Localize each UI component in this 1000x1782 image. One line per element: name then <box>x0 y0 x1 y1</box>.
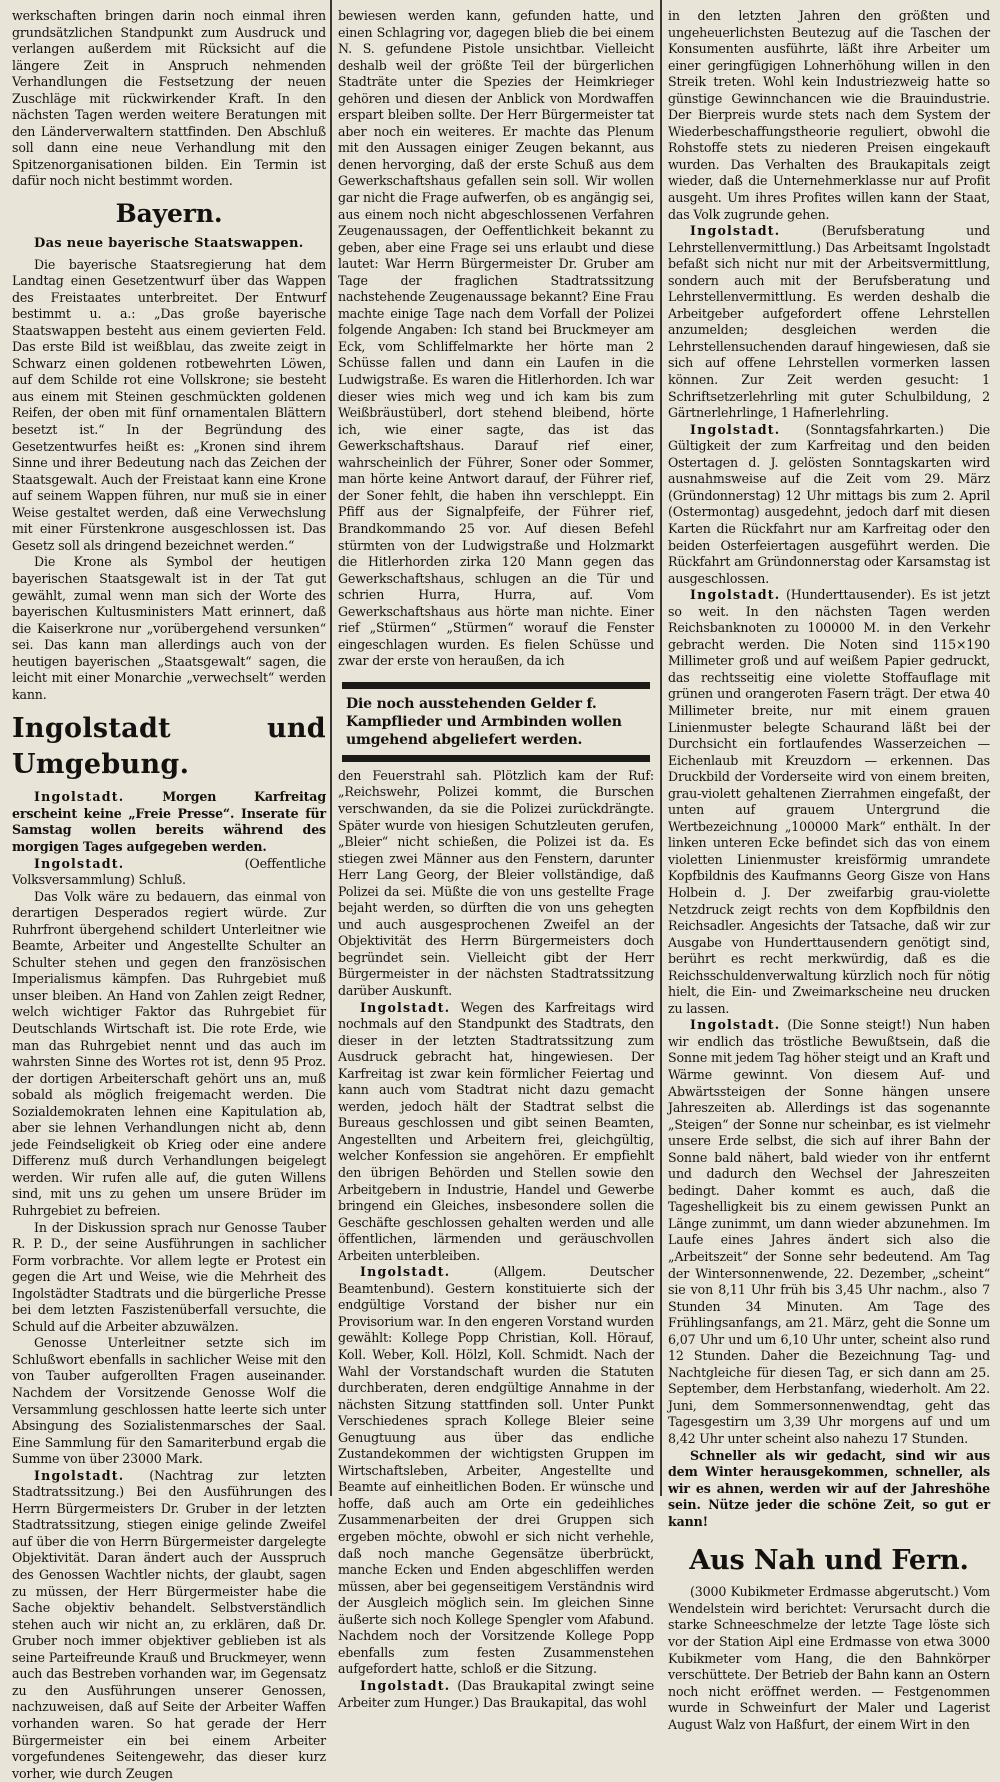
notice-top-bar <box>342 682 650 689</box>
brau-text: Das Braukapital, das wohl <box>482 1694 647 1710</box>
sonne-closing: Schneller als wir gedacht, sind wir aus dem Winter herausgekommen, schneller, als wir es ahnen, werden wir auf der Jahreshöhe sein. Nütze jeder die schöne Zeit, so gut er kann! <box>668 1447 990 1529</box>
karfreitag-notice <box>12 789 326 855</box>
hund-label: Ingolstadt. <box>690 587 781 603</box>
volksversammlung-heading <box>12 856 326 889</box>
beruf-title: (Berufsberatung und Lehrstellenvermittlung.) <box>668 223 990 255</box>
erdmasse-article <box>668 1584 990 1733</box>
sonne-article <box>668 1017 990 1447</box>
braukapital-article <box>338 1678 654 1711</box>
column-rule-left <box>330 0 332 1496</box>
beruf-label: Ingolstadt. <box>690 223 781 239</box>
hund-text: Es ist jetzt so weit. In den nächsten Tagen werden Reichsbanknoten zu 100000 M. in den Verkehr gebracht werden. Die Noten sind 115×190 Millimeter groß und auf weißem Papier gedruckt, das rechtsseitig eine violette Stoffauflage mit grünen und orangeroten Fasern trägt. Der etwa 40 Millimeter breite, nur mit einem grauen Linienmuster belegte Schaurand läßt bei der Durchsicht ein fortlaufendes Wasserzeichen — Eichenlaub mit Kreuzdorn — erkennen. Das Druckbild der Vorderseite wird von einem breiten, grau-violett gehaltenen Zierrahmen eingefaßt, der unten auf grauem Untergrund die Wertbezeichnung „100000 Mark“ enthält. In der linken unteren Ecke befindet sich das von einem violetten Linienmuster kreisförmig umrandete Kopfbildnis des Kaufmanns Georg Gisze von Hans Holbein d. J. Der zweifarbig grau-violette Netzdruck zeigt rechts von dem Kopfbildnis den Reichsadler. Angesichts der Tatsache, daß wir zur Ausgabe von Hunderttausendern genötigt sind, berührt es recht merkwürdig, daß es die Reichsschuldenverwaltung kürzlich noch für nötig hielt, die Ein- und Zweimarkscheine neu drucken zu lassen. <box>668 587 991 1016</box>
hund-title: (Hunderttausender). <box>786 587 916 603</box>
column-1 <box>12 8 327 1781</box>
karfreitag-label: Ingolstadt. <box>34 789 125 805</box>
karfreitag-text: Morgen Karfreitag erscheint keine „Freie Presse“. Inserate für Samstag wollen bereits während des morgigen Tages aufgegeben werden. <box>12 789 326 854</box>
nachtrag-text: Bei den Ausführungen des Herrn Bürgermeisters Dr. Gruber in der letzten Stadtratssitzung, stiegen einige gelinde Zweifel auf über die von Herrn Bürgermeister dargelegte Objektivität. Daran ändert auch der Ausspruch des Genossen Wachtler nichts, der glaubt, sagen zu müssen, der Herr Bürgermeister habe die Sache objektiv behandelt. Selbstverständlich stehen auch wir nicht an, zu erklären, daß Dr. Gruber noch immer objektiver geblieben ist als seine Parteifreunde Krauß und Bruckmeyer, wenn auch das Bestreben vorhanden war, im Gegensatz zu den Ausführungen unserer Genossen, nachzuweisen, daß auf Seite der Arbeiter Waffen vorhanden waren. So hat gerade der Herr Bürgermeister ein bei einem Arbeiter vorgefundenes Seitengewehr, das dieser kurz vorher, wie durch Zeugen <box>12 1484 327 1781</box>
sonn-title: (Sonntagsfahrkarten.) <box>805 421 944 437</box>
ingolstadt-section-heading: Ingolstadt und Umgebung. <box>12 713 326 781</box>
brau-label: Ingolstadt. <box>360 1677 451 1693</box>
erd-text: Vom Wendelstein wird berichtet: Verursacht durch die starke Schneeschmelze der letzte Tage löste sich vor der Station Aipl eine Erdmasse von etwa 3000 Kubikmeter vom Hang, die den Bahnkörper verschüttete. Der Betrieb der Bahn kann an Ostern noch nicht eröffnet werden. — Festgenommen wurde in Schweinfurt der Maler und Lagerist August Walz von Haßfurt, der einem Wirt in den <box>668 1584 990 1732</box>
karfreitag-article <box>338 1000 654 1265</box>
beamt-title: (Allgem. Deutscher Beamtenbund). <box>338 1264 655 1296</box>
intro-paragraph: werkschaften bringen darin noch einmal ihren grundsätzlichen Standpunkt zum Ausdruck und verlangen außerdem mit Rücksicht auf die längere Zeit in Anspruch nehmenden Verhandlungen die Festsetzung der neuen Zuschläge mit rückwirkender Kraft. In den nächsten Tagen werden weitere Beratungen mit den Länderverwaltern stattfinden. Den Abschluß soll dann eine neue Verhandlung mit den Spitzenorganisationen bilden. Ein Termin ist dafür noch nicht bestimmt worden. <box>12 8 326 189</box>
beamtenbund-article <box>338 1264 654 1678</box>
column-2 <box>338 8 655 1710</box>
wappen-paragraph-1: Die bayerische Staatsregierung hat dem Landtag einen Gesetzentwurf über das Wappen des Freistaates unterbreitet. Der Entwurf bestimmt u. a.: „Das große bayerische Staatswappen besteht aus einem gevierten Feld. Das erste Bild ist weißblau, das zweite zeigt in Schwarz einen goldenen rotbewehrten Löwen, auf dem Schilde rot eine Vollskrone; sie besteht aus einem mit Steinen geschmückten goldenen Reifen, der oben mit fünf ornamentalen Blättern besetzt ist.“ In der Begründung des Gesetzentwurfes heißt es: „Kronen sind ihrem Sinne und ihrer Bedeutung nach das Zeichen der Staatsgewalt. Auch der Freistaat kann eine Krone auf seinem Wappen führen, nur muß sie in einer Weise gestaltet werden, daß eine Verwechslung mit einer Fürstenkrone ausgeschlossen ist. Das Gesetz soll als dringend bezeichnet werden.“ <box>12 256 326 553</box>
sonn-label: Ingolstadt. <box>690 421 781 437</box>
vv-paragraph-2: In der Diskussion sprach nur Genosse Tauber R. P. D., der seine Ausführungen in sachlicher Form vorbrachte. Vor allem legte er Protest ein gegen die Art und Weise, wie die Mehrheit des Ingolstädter Stadtrats und die bürgerliche Presse bei dem letzten Faszistenüberfall versuchte, die Schuld auf die Arbeiter abzuwälzen. <box>12 1219 326 1334</box>
beamt-text: Gestern konstituierte sich der endgültige Vorstand der bisher nur ein Provisorium war. In den engeren Vorstand wurden gewählt: Kollege Popp Christian, Koll. Hörauf, Koll. Weber, Koll. Hölzl, Koll. Schmidt. Nach der Wahl der Vorstandschaft wurden die Statuten durchberaten, deren endgültige Annahme in der nächsten Sitzung stattfinden soll. Unter Punkt Verschiedenes sprach Kollege Bleier seine Genugtuung aus über das endliche Zustandekommen der wichtigsten Gruppen im Wirtschaftsleben, Arbeiter, Angestellte und Beamte auf einheitlichen Boden. Er wünsche und hoffe, daß auch am Orte ein gedeihliches Zusammenarbeiten der drei Gruppen sich ergeben möchte, obwohl er sich nicht verhehle, daß noch manche Gegensätze überbrückt, manche Ecken und Enden abgeschliffen werden müssen, aber bei gegenseitigem Verständnis wird der Ausgleich möglich sein. Im gleichen Sinne äußerte sich noch Kollege Spengler vom Afabund. Nachdem noch der Vorsitzende Kollege Popp ebenfalls zum festen Zusammenstehen aufgefordert hatte, schloß er die Sitzung. <box>338 1280 654 1677</box>
vv-paragraph-1: Das Volk wäre zu bedauern, das einmal von derartigen Desperados regiert würde. Zur Ruhrfront übergehend schildert Unterleitner wie Beamte, Arbeiter und Angestellte Schulter an Schulter stehen und gegen den französischen Imperialismus kämpfen. Das Ruhrgebiet muß unser bleiben. An Hand von Zahlen zeigt Redner, welch wichtiger Faktor das Ruhrgebiet für Deutschlands Wirtschaft ist. Die rote Erde, wie man das Ruhrgebiet nennt und das auch im wahrsten Sinne des Wortes rot ist, denn 95 Proz. der dortigen Arbeiterschaft gehört uns an, muß sobald als möglich freigemacht werden. Die Sozialdemokraten lehnen eine Kapitulation ab, aber sie lehnen Verhandlungen nicht ab, denn jede Feindseligkeit ob Krieg oder eine andere Differenz muß durch Verhandlungen beigelegt werden. Wir rufen alle auf, die guten Willens sind, mit uns zu gehen um unsere Brüder im Ruhrgebiet zu befreien. <box>12 888 326 1218</box>
bayern-heading: Bayern. <box>115 199 223 229</box>
sonne-text: Nun haben wir endlich das tröstliche Bewußtsein, daß die Sonne mit jedem Tag höher steigt und an Kraft und Wärme gewinnt. Von diesem Auf- und Abwärtssteigen der Sonne hängen unsere Jahreszeiten ab. Allerdings ist das sogenannte „Steigen“ der Sonne nur scheinbar, es ist vielmehr unsere Erde selbst, die sich auf ihrer Bahn der Sonne bald nähert, bald wieder von ihr entfernt und dadurch den Wechsel der Jahreszeiten bedingt. Daher kommt es auch, daß die Tageshelligkeit bis zu einem gewissen Punkt an Länge zunimmt, um dann wieder abzunehmen. Im Laufe eines Jahres ändert sich also die „Arbeitszeit“ der Sonne sehr bedeutend. Am Tag der Wintersonnenwende, 22. Dezember, „scheint“ sie von 8,11 Uhr früh bis 3,45 Uhr nachm., also 7 Stunden 34 Minuten. Am Tage des Frühlingsanfangs, am 21. März, geht die Sonne um 6,07 Uhr und um 6,10 Uhr unter, scheint also rund 12 Stunden. Daher die Bezeichnung Tag- und Nachtgleiche für diesen Tag, er sich dann am 25. September, dem Herbstanfang, wiederholt. Am 22. Juni, dem Sommersonnenwendtag, geht das Tagesgestirn um 3,39 Uhr morgens auf und um 8,42 Uhr unter scheint also nahezu 17 Stunden. <box>668 1017 991 1447</box>
nachtrag-label: Ingolstadt. <box>34 1467 125 1483</box>
wappen-paragraph-2: Die Krone als Symbol der heutigen bayerischen Staatsgewalt ist in der Tat gut gewählt, zumal wenn man sich der Worte des bayerischen Kultusministers Matt erinnert, daß die Kaiserkrone nur „vorübergehend versunken“ sei. Das kann man allerdings auch von der heutigen bayerischen „Staatsgewalt“ sagen, die leicht mit einer Monarchie „verwechselt“ werden kann. <box>12 554 326 702</box>
vv-title: (Oeffentliche Volksversammlung) Schluß. <box>12 855 326 888</box>
vv-paragraph-3: Genosse Unterleitner setzte sich im Schlußwort ebenfalls in sachlicher Weise mit den von Tauber aufgerollten Fragen auseinander. Nachdem der Vorsitzende Genosse Wolf die Versammlung geschlossen hatte leerte sich unter Absingung des Sozialistenmarsches der Saal. Eine Sammlung für den Samariterbund ergab die Summe von über 23000 Mark. <box>12 1335 326 1467</box>
continued-paragraph: bewiesen werden kann, gefunden hatte, und einen Schlagring vor, dagegen blieb die bei einem N. S. gefundene Pistole unsichtbar. Vielleicht deshalb weil der größte Teil der bürgerlichen Stadträte unter die Spezies der Heimkrieger gehören und diesen der Anblick von Mordwaffen erspart bleiben sollte. Der Herr Bürgermeister tat aber noch ein weiteres. Er machte das Plenum mit den Aussagen einiger Zeugen bekannt, aus denen hervorging, daß der erste Schuß aus dem Gewerkschaftshaus gefallen sein soll. Wir wollen gar nicht die Frage aufwerfen, ob es angängig sei, aus einem noch nicht abgeschlossenen Verfahren Zeugenaussagen, der Oeffentlichkeit bekannt zu geben, aber eine Frage sei uns erlaubt und diese lautet: War Herrn Bürgermeister Dr. Gruber am Tage der fraglichen Stadtratssitzung nachstehende Zeugenaussage bekannt? Eine Frau machte einige Tage nach dem Vorfall der Polizei folgende Angaben: Ich stand bei Bruckmeyer am Eck, vom Schliffelmarkte her hörte man 2 Schüsse fallen und dann ein Laufen in die Ludwigstraße. Es waren die Hitlerhorden. Ich war dieser wies mich weg und ich kam bis zum Weißbräustüberl, dort stehend bleibend, hörte ich, wie einer sagte, das ist das Gewerkschaftshaus. Darauf rief einer, wahrscheinlich der Führer, Soner oder Sommer, man hörte keine Antwort darauf, der Führer rief, der Soner fehlt, die haben ihn verschleppt. Ein Pfiff aus der Signalpfeife, der Führer rief, Brandkommando 25 vor. Auf diesen Befehl stürmten von der Ludwigstraße und Holzmarkt die Hitlerhorden zirka 120 Mann gegen das Gewerkschaftshaus, schlugen an die Tür und schrien Hurra, Hurra, auf. Vom Gewerkschaftshaus aus hörte man nichte. Einer rief „Stürmen“ „Stürmen“ worauf die Fenster eingeschlagen wurden. Es fielen Schüsse und zwar der erste von heraußen, da ich <box>338 8 654 669</box>
nachtrag-article <box>12 1468 326 1782</box>
hunderttausender-article <box>668 587 990 1017</box>
kar-text: Wegen des Karfreitags wird nochmals auf den Standpunkt des Stadtrats, den dieser in der letzten Stadtratssitzung zum Ausdruck gebracht hat, hingewiesen. Der Karfreitag ist zwar kein förmlicher Feiertag und kann auch vom Stadtrat nicht dazu gemacht werden, jedoch hält der Stadtrat selbst die Bureaus geschlossen und gibt seinen Beamten, Angestellten und Arbeitern frei, gleichgültig, welcher Konfession sie angehören. Er empfiehlt den übrigen Behörden und Stellen sowie den Arbeitgebern in Industrie, Handel und Gewerbe bringend ein Gleiches, insbesondere sollen die Geschäfte geschlossen gehalten werden und alle öffentlichen, lärmenden und geräuschvollen Arbeiten unterbleiben. <box>338 999 655 1263</box>
sonne-title: (Die Sonne steigt!) <box>787 1017 911 1033</box>
vv-label: Ingolstadt. <box>34 855 125 871</box>
sonn-text: Die Gültigkeit der zum Karfreitag und den beiden Ostertagen d. J. gelösten Sonntagskarten wird ausnahmsweise auf die Zeit vom 29. März (Gründonnerstag) 12 Uhr mittags bis zum 2. April (Ostermontag) ausgedehnt, jedoch darf mit diesen Karten die Rückfahrt nur am Karfreitag oder den beiden Osterfeiertagen ausgeführt werden. Die Rückfahrt am Gründonnerstag oder Karsamstag ist ausgeschlossen. <box>668 421 990 586</box>
kar-label: Ingolstadt. <box>360 999 451 1015</box>
berufsberatung-article <box>668 223 990 422</box>
sonntagsfahrkarten-article <box>668 422 990 587</box>
kampflieder-notice: Die noch ausstehenden Gelder f. Kampflieder und Armbinden wollen umgehend abgeliefert werden. <box>346 695 622 748</box>
sonne-label: Ingolstadt. <box>690 1017 781 1033</box>
continued-paragraph-2: den Feuerstrahl sah. Plötzlich kam der Ruf: „Reichswehr, Polizei kommt, die Burschen verschwanden, da sie die Polizei zurückdrängte. Später wurde von hiesigen Schutzleuten gerufen, „Bleier“ nicht schießen, die Polizei ist da. Es stiegen zwei Männer aus den Fenstern, darunter Herr Lang Georg, der Bleier vollständige, daß Polizei da sei. Müßte die von uns gestellte Frage bejaht werden, so dürften die von uns gehegten und auch ausgesprochenen Zweifel an der Objektivität des Herrn Bürgermeisters doch begründet sein. Vielleicht gibt der Herr Bürgermeister in der nächsten Stadtratssitzung darüber Auskunft. <box>338 767 654 998</box>
braukapital-continued: in den letzten Jahren den größten und ungeheuerlichsten Beutezug auf die Taschen der Konsumenten ausführte, läßt ihre Arbeiter um einer geringfügigen Lohnerhöhung willen in den Streik treten. Wohl kein Industriezweig hatte so günstige Gewinnchancen wie die Brauindustrie. Der Bierpreis wurde stets nach dem System der Wiederbeschaffungstheorie reguliert, obwohl die Rohstoffe stets zu niederen Preisen eingekauft wurden. Das Verhalten des Braukapitals zeigt wieder, daß die Unternehmerklasse nur auf Profit ausgeht. Um ihres Profites willen kann der Staat, das Volk zugrunde gehen. <box>668 8 990 222</box>
column-rule-right <box>660 0 662 1496</box>
erd-title: (3000 Kubikmeter Erdmasse abgerutscht.) <box>690 1584 959 1600</box>
beruf-text: Das Arbeitsamt Ingolstadt befaßt sich nicht nur mit der Arbeitsvermittlung, sondern auch mit der Berufsberatung und Lehrstellenvermittlung. Es werden deshalb die Arbeitgeber aufgefordert offene Lehrstellen anzumelden; desgleichen werden die Lehrstellensuchenden darauf hingewiesen, daß sie sich auf offene Lehrstellen vormerken lassen können. Zur Zeit werden gesucht: 1 Schriftsetzerlehrling mit guter Schulbildung, 2 Gärtnerlehrlinge, 1 Hafnerlehrling. <box>668 239 990 421</box>
aus-nah-und-fern-heading: Aus Nah und Fern. <box>689 1545 969 1577</box>
beamt-label: Ingolstadt. <box>360 1264 451 1280</box>
column-3 <box>668 8 991 1732</box>
brau-title: (Das Braukapital zwingt seine Arbeiter zum Hunger.) <box>338 1677 655 1710</box>
nachtrag-title: (Nachtrag zur letzten Stadtratssitzung.) <box>12 1467 326 1500</box>
notice-bottom-bar <box>342 755 650 762</box>
wappen-subheading: Das neue bayerische Staatswappen. <box>34 236 304 252</box>
